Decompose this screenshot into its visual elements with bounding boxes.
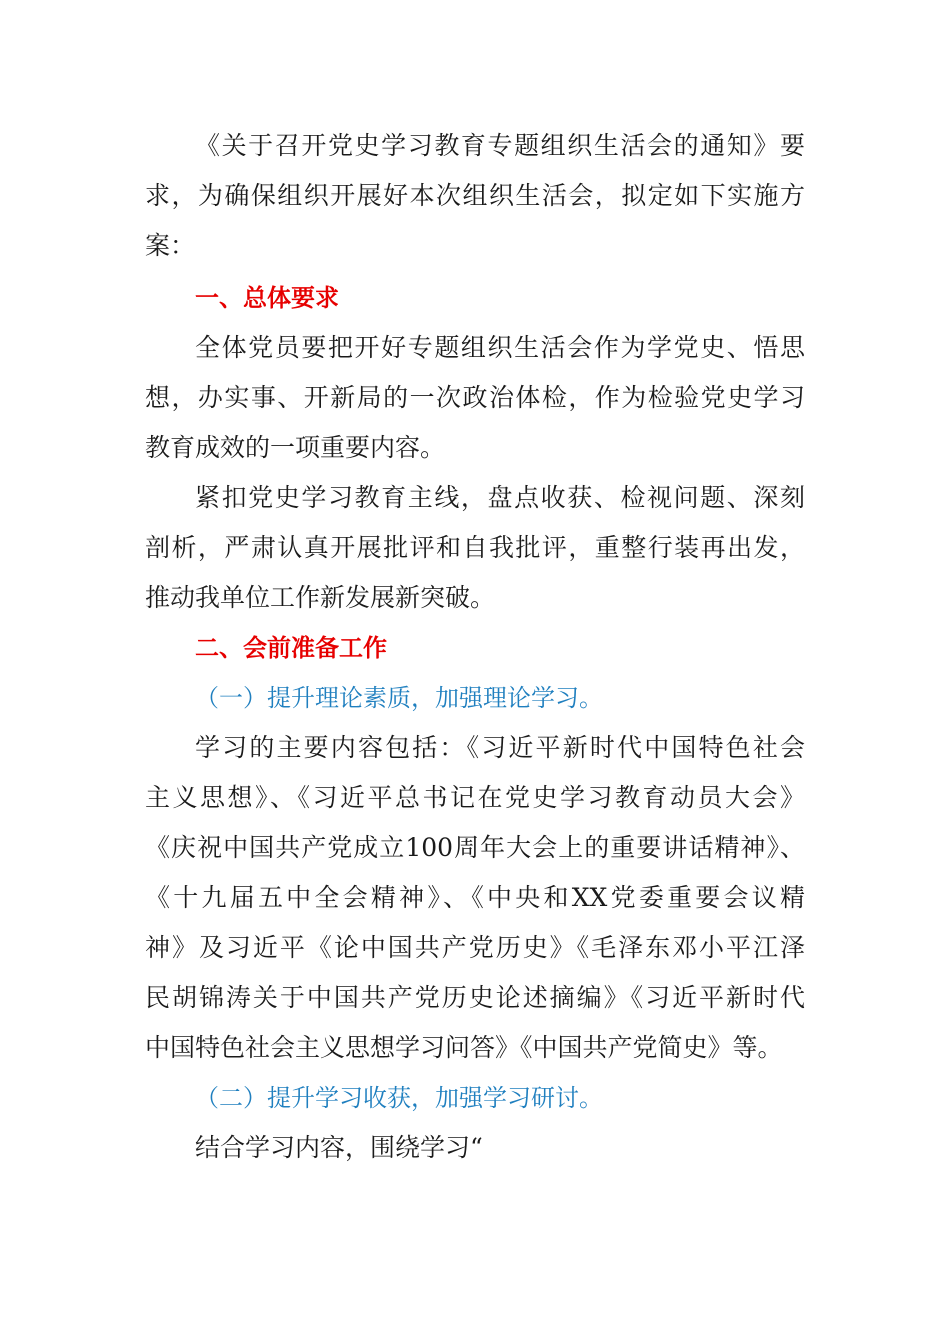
intro-line-1: 《关于召开党史学习教育专题组织生活会的通知》要 [195,131,805,160]
subsection-1-line-7: 中国特色社会主义思想学习问答》《中国共产党简史》等。 [145,1033,783,1062]
subsection-1-line-3: 《庆祝中国共产党成立100周年大会上的重要讲话精神》、 [145,833,805,862]
section-2-heading: 二、会前准备工作 [195,634,387,662]
subsection-2-heading: （二）提升学习收获，加强学习研讨。 [195,1084,603,1112]
section-1-heading: 一、总体要求 [195,284,339,312]
section-1-p2-line-3: 推动我单位工作新发展新突破。 [145,583,496,612]
subsection-1-line-5: 神》及习近平《论中国共产党历史》《毛泽东邓小平江泽 [145,933,805,962]
subsection-1-line-4: 《十九届五中全会精神》、《中央和XX党委重要会议精 [145,883,805,912]
section-1-p1-line-2: 想，办实事、开新局的一次政治体检，作为检验党史学习 [145,383,805,412]
subsection-1-line-2: 主义思想》、《习近平总书记在党史学习教育动员大会》 [145,783,805,812]
section-1-p2-line-1: 紧扣党史学习教育主线，盘点收获、检视问题、深刻 [195,483,805,512]
intro-line-3: 案： [145,231,196,260]
subsection-1-heading: （一）提升理论素质，加强理论学习。 [195,684,603,712]
section-1-p1-line-1: 全体党员要把开好专题组织生活会作为学党史、悟思 [195,333,805,362]
subsection-2-line-1: 结合学习内容，围绕学习“ [195,1133,483,1162]
subsection-1-line-1: 学习的主要内容包括：《习近平新时代中国特色社会 [195,733,805,762]
section-1-p2-line-2: 剖析，严肃认真开展批评和自我批评，重整行装再出发， [145,533,805,562]
intro-line-2: 求，为确保组织开展好本次组织生活会，拟定如下实施方 [145,181,805,210]
section-1-p1-line-3: 教育成效的一项重要内容。 [145,433,446,462]
subsection-1-line-6: 民胡锦涛关于中国共产党历史论述摘编》《习近平新时代 [145,983,805,1012]
